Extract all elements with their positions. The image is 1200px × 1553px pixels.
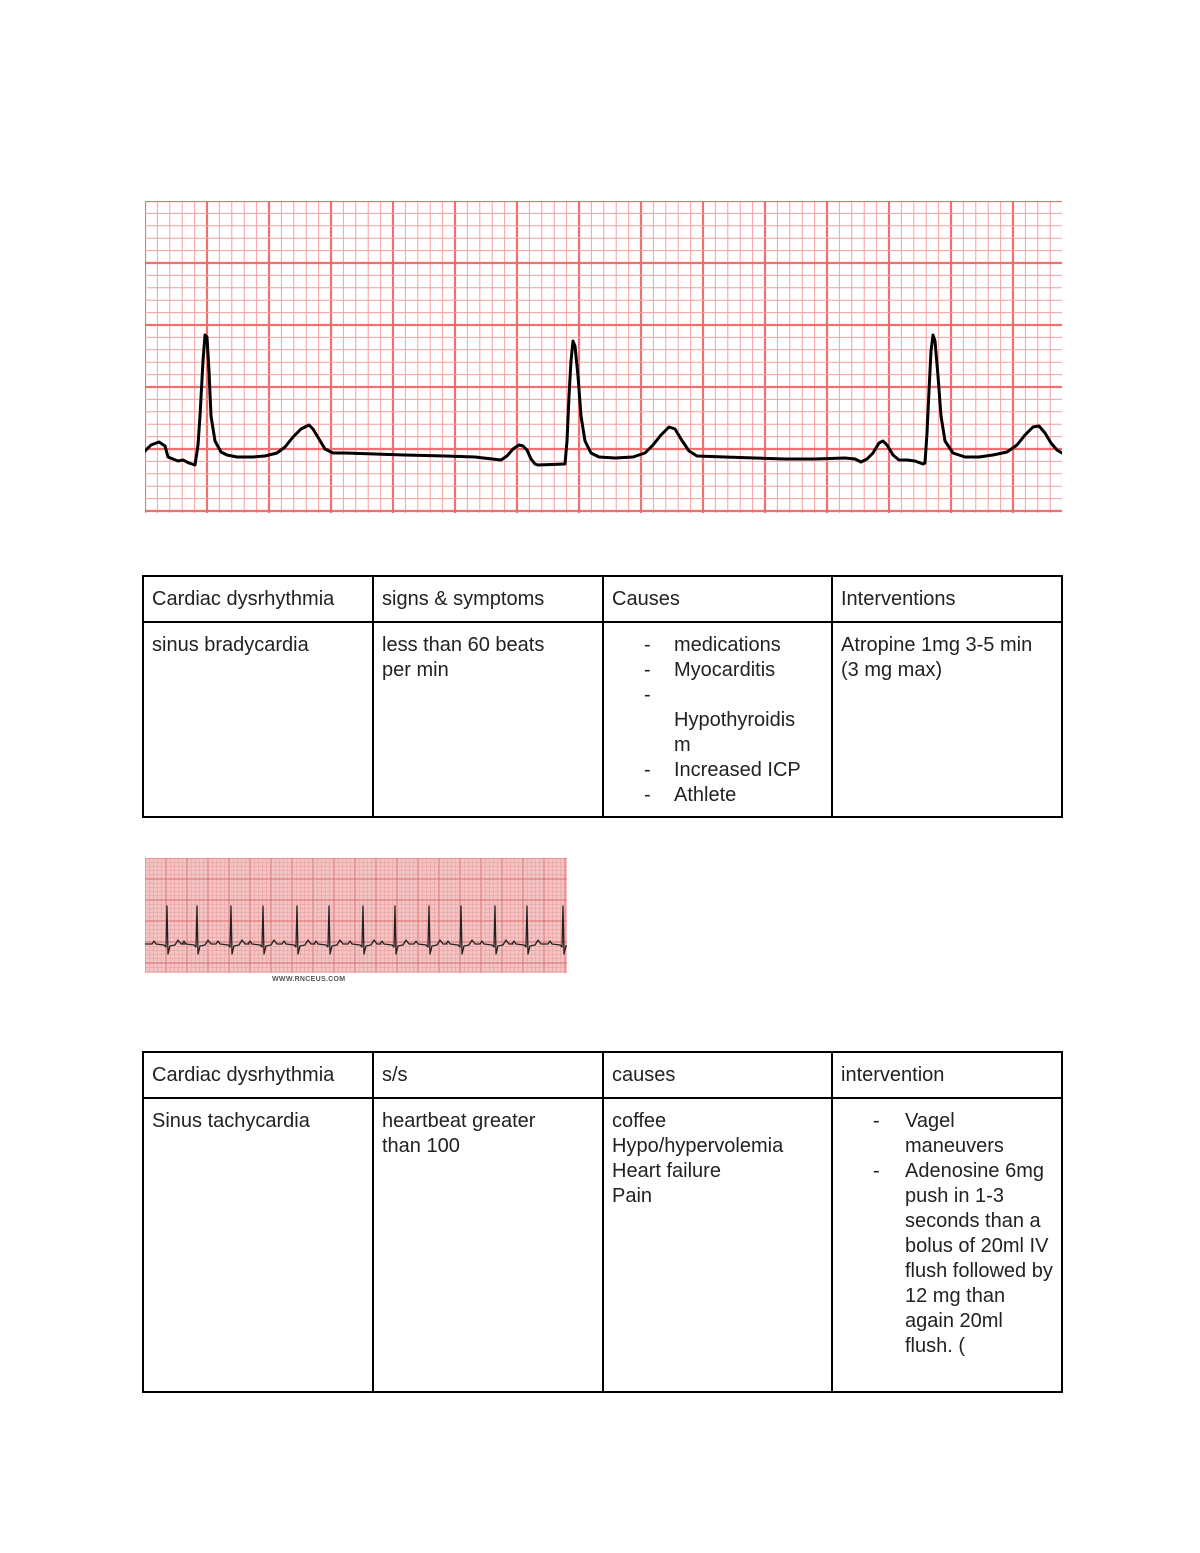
tachycardia-table	[142, 1051, 1063, 1393]
cause-line: Pain	[612, 1185, 653, 1207]
ecg-strip-tachycardia	[145, 858, 567, 973]
causes-cell	[603, 622, 832, 817]
bradycardia-table	[142, 575, 1063, 818]
list-item-text: - Hypothyroidis m	[674, 709, 796, 756]
intervention-line: Atropine 1mg 3-5 min	[841, 634, 1033, 656]
list-item: - Myocarditis	[604, 658, 829, 683]
signs-line: than 100	[382, 1135, 460, 1157]
header-interventions: Interventions	[832, 576, 1062, 622]
header-interventions: intervention	[832, 1052, 1062, 1098]
ecg-strip-bradycardia	[145, 201, 1062, 513]
header-cardiac-dysrhythmia: Cardiac dysrhythmia	[143, 1052, 373, 1098]
signs-cell	[373, 622, 603, 817]
table-header-row	[143, 1052, 1062, 1098]
list-item-text: - Vagel maneuvers	[905, 1110, 1004, 1157]
signs-line: per min	[382, 659, 449, 681]
rhythm-cell	[143, 1098, 373, 1392]
rhythm-name: Sinus tachycardia	[152, 1110, 310, 1132]
signs-line: less than 60 beats	[382, 634, 545, 656]
table-header-row	[143, 576, 1062, 622]
list-item: - Increased ICP	[604, 758, 829, 783]
table-row	[143, 1098, 1062, 1392]
signs-line: heartbeat greater	[382, 1110, 536, 1132]
list-item	[604, 683, 829, 758]
interventions-cell	[832, 1098, 1062, 1392]
causes-list	[604, 633, 829, 808]
list-item	[833, 1159, 1057, 1359]
header-causes: Causes	[603, 576, 832, 622]
causes-cell	[603, 1098, 832, 1392]
rhythm-cell	[143, 622, 373, 817]
cause-line: Hypo/hypervolemia	[612, 1135, 784, 1157]
interventions-cell	[832, 622, 1062, 817]
list-item: - Athlete	[604, 783, 829, 808]
list-item	[833, 1109, 1057, 1159]
header-signs-symptoms: signs & symptoms	[373, 576, 603, 622]
signs-cell	[373, 1098, 603, 1392]
image-credit: WWW.RNCEUS.COM	[272, 976, 346, 983]
cause-line: coffee	[612, 1110, 667, 1132]
intervention-line: (3 mg max)	[841, 659, 943, 681]
header-causes: causes	[603, 1052, 832, 1098]
cause-line: Heart failure	[612, 1160, 721, 1182]
list-item-text: - Adenosine 6mg push in 1-3 seconds than a bolus of 20ml IV flush followed by 12 mg than again 20ml flush. (	[905, 1160, 1053, 1357]
header-cardiac-dysrhythmia: Cardiac dysrhythmia	[143, 576, 373, 622]
rhythm-name: sinus bradycardia	[152, 634, 309, 656]
table-row	[143, 622, 1062, 817]
interventions-list	[833, 1109, 1057, 1359]
list-item: - medications	[604, 633, 829, 658]
header-signs-symptoms: s/s	[373, 1052, 603, 1098]
